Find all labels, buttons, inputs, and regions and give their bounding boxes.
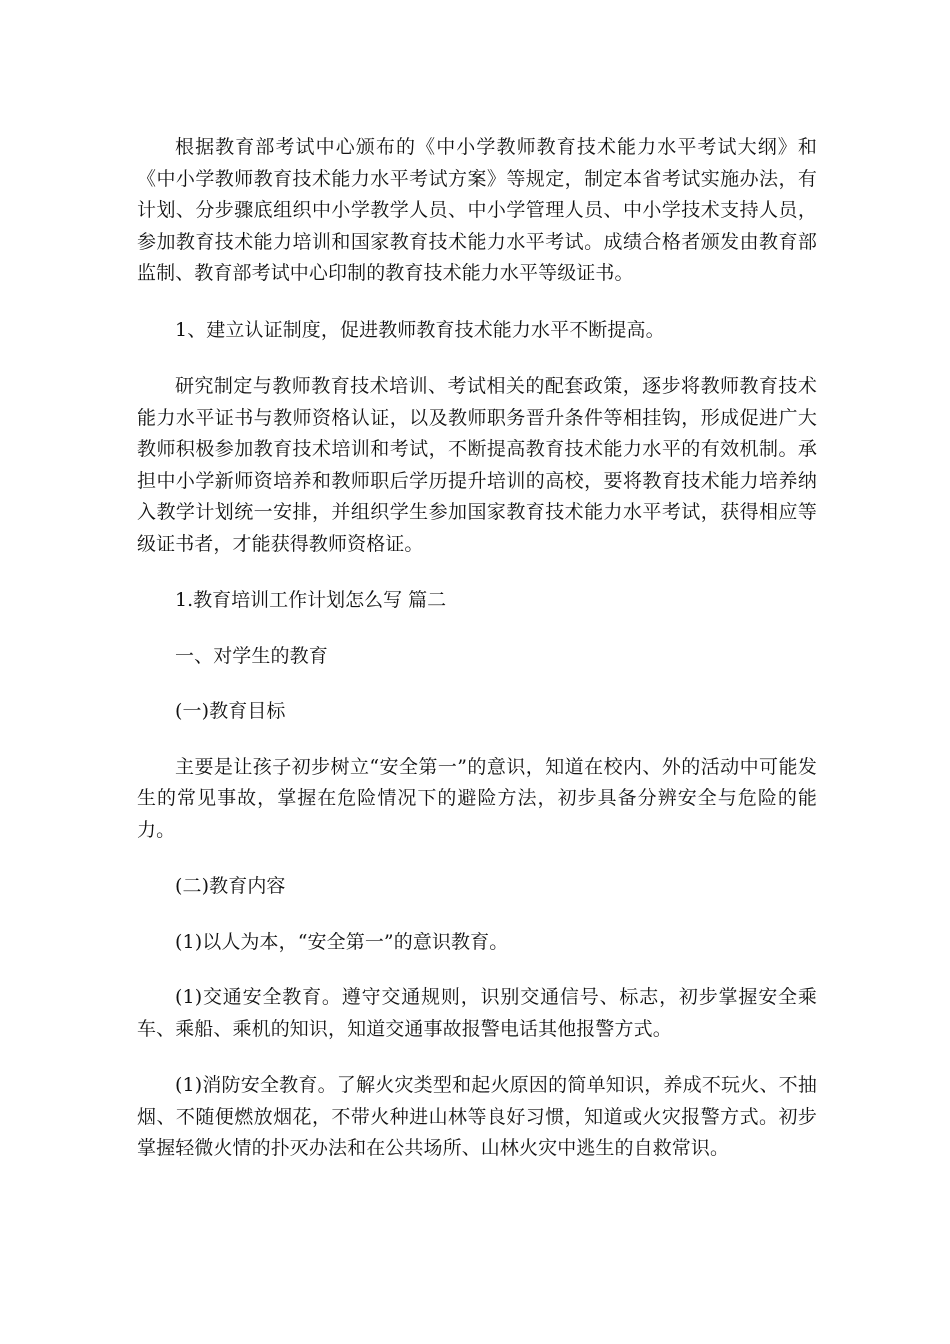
policy-paragraph: 研究制定与教师教育技术培训、考试相关的配套政策，逐步将教师教育技术能力水平证书与教师资格认证，以及教师职务晋升条件等相挂钩，形成促进广大教师积极参加教育技术培训和考试，不断提高教育技术能力水平的有效机制。承担中小学新师资培养和教师职后学历提升培训的高校，要将教育技术能力培养纳入教学计划统一安排，并组织学生参加国家教育技术能力水平考试，获得相应等级证书者，才能获得教师资格证。 xyxy=(137,375,817,555)
subheading-education-goal: (一)教育目标 xyxy=(175,700,286,722)
goal-paragraph: 主要是让孩子初步树立“安全第一”的意识，知道在校内、外的活动中可能发生的常见事故，掌握在危险情况下的避险方法，初步具备分辨安全与危险的能力。 xyxy=(137,755,817,841)
content-item-safety-awareness: (1)以人为本，“安全第一”的意识教育。 xyxy=(175,930,509,953)
section-point-1: 1、建立认证制度，促进教师教育技术能力水平不断提高。 xyxy=(175,318,665,341)
subheading-student-education: 一、对学生的教育 xyxy=(175,644,328,667)
content-item-fire-safety: (1)消防安全教育。了解火灾类型和起火原因的简单知识，养成不玩火、不抽烟、不随便燃放烟花，不带火种进山林等良好习惯，知道或火灾报警方式。初步掌握轻微火情的扑灭办法和在公共场所、山林火灾中逃生的自救常识。 xyxy=(137,1074,817,1159)
content-item-traffic-safety: (1)交通安全教育。遵守交通规则，识别交通信号、标志，初步掌握安全乘车、乘船、乘机的知识，知道交通事故报警电话其他报警方式。 xyxy=(137,986,817,1040)
intro-paragraph: 根据教育部考试中心颁布的《中小学教师教育技术能力水平考试大纲》和《中小学教师教育技术能力水平考试方案》等规定，制定本省考试实施办法，有计划、分步骤底组织中小学教学人员、中小学管理人员、中小学技术支持人员，参加教育技术能力培训和国家教育技术能力水平考试。成绩合格者颁发由教育部监制、教育部考试中心印制的教育技术能力水平等级证书。 xyxy=(137,136,817,284)
section-title-part-two: 1.教育培训工作计划怎么写 篇二 xyxy=(175,589,447,611)
subheading-education-content: (二)教育内容 xyxy=(175,875,286,897)
document-body xyxy=(137,132,817,1165)
